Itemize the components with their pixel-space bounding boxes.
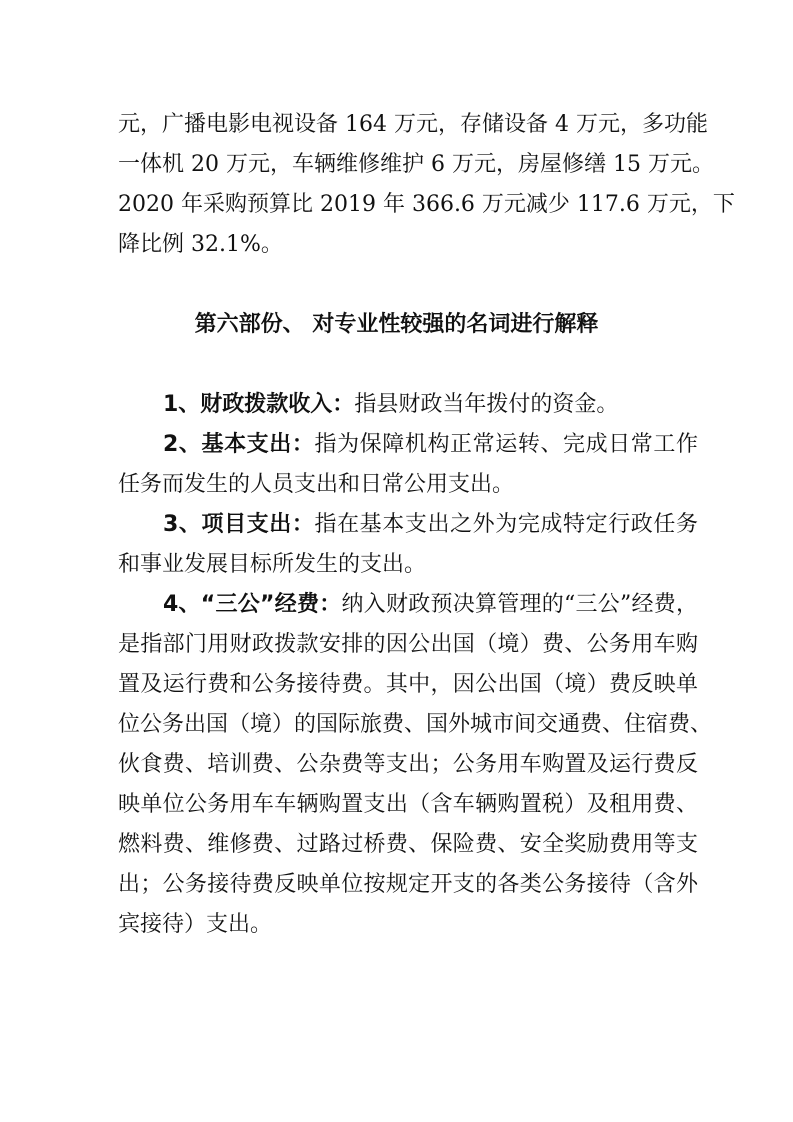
paragraph-line: 降比例 32.1%。: [118, 232, 283, 257]
term-definition: 指为保障机构正常运转、完成日常工作: [314, 432, 698, 457]
term-label: 1、财政拨款收入：: [163, 392, 355, 417]
paragraph-line: 燃料费、维修费、过路过桥费、保险费、安全奖励费用等支: [118, 832, 698, 857]
term-label: 4、“三公”经费：: [163, 592, 342, 617]
paragraph-line: 2020 年采购预算比 2019 年 366.6 万元减少 117.6 万元，下: [118, 192, 735, 217]
term-label: 2、基本支出：: [163, 432, 315, 457]
paragraph-line: 伙食费、培训费、公杂费等支出；公务用车购置及运行费反: [118, 752, 698, 777]
paragraph-line: 任务而发生的人员支出和日常公用支出。: [118, 472, 515, 497]
paragraph-line: 和事业发展目标所发生的支出。: [118, 552, 427, 577]
paragraph-line: 置及运行费和公务接待费。其中，因公出国（境）费反映单: [118, 672, 698, 697]
section-heading: 第六部份、 对专业性较强的名词进行解释: [194, 312, 599, 337]
paragraph-line: 是指部门用财政拨款安排的因公出国（境）费、公务用车购: [118, 632, 698, 657]
term-definition: 指在基本支出之外为完成特定行政任务: [314, 512, 698, 537]
paragraph-line: 宾接待）支出。: [118, 912, 273, 937]
term-definition: 纳入财政预决算管理的“三公”经费，: [341, 592, 698, 617]
paragraph-line: 出；公务接待费反映单位按规定开支的各类公务接待（含外: [118, 872, 698, 897]
term-definition: 指县财政当年拨付的资金。: [354, 392, 619, 417]
term-4: [163, 585, 698, 625]
term-1: [163, 385, 698, 425]
paragraph-line: 映单位公务用车车辆购置支出（含车辆购置税）及租用费、: [118, 792, 698, 817]
term-3: [163, 505, 698, 545]
paragraph-line: 一体机 20 万元，车辆维修维护 6 万元，房屋修缮 15 万元。: [118, 152, 714, 177]
term-label: 3、项目支出：: [163, 512, 315, 537]
paragraph-line: 元，广播电影电视设备 164 万元，存储设备 4 万元，多功能: [118, 112, 708, 137]
term-2: [163, 425, 698, 465]
paragraph-line: 位公务出国（境）的国际旅费、国外城市间交通费、住宿费、: [118, 712, 713, 737]
